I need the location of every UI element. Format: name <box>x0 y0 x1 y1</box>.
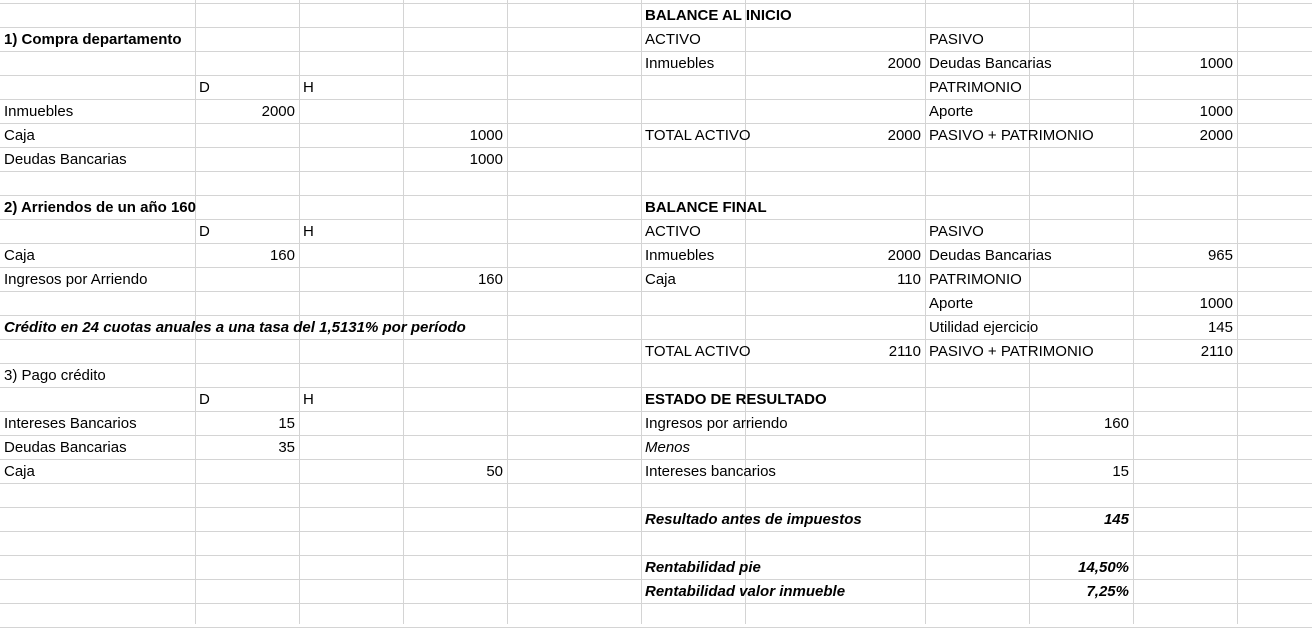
sheet-cell[interactable]: PATRIMONIO <box>929 271 1022 288</box>
sheet-cell[interactable]: TOTAL ACTIVO <box>645 127 751 144</box>
sheet-cell[interactable]: Deudas Bancarias <box>929 55 1052 72</box>
sheet-cell[interactable]: D <box>199 223 210 240</box>
sheet-cell[interactable]: Ingresos por Arriendo <box>4 271 148 288</box>
sheet-cell[interactable]: 160 <box>269 247 295 264</box>
sheet-cell[interactable]: 15 <box>278 415 295 432</box>
sheet-cell[interactable]: Inmuebles <box>645 55 715 72</box>
sheet-cell[interactable]: Intereses bancarios <box>645 463 776 480</box>
sheet-cell[interactable]: H <box>303 79 314 96</box>
sheet-cell[interactable]: Deudas Bancarias <box>929 247 1052 264</box>
sheet-cell[interactable]: PATRIMONIO <box>929 79 1022 96</box>
sheet-cell[interactable]: Deudas Bancarias <box>4 439 127 456</box>
sheet-cell[interactable]: 2000 <box>887 127 921 144</box>
sheet-cell[interactable]: 110 <box>897 271 921 288</box>
sheet-cell[interactable]: PASIVO + PATRIMONIO <box>929 343 1094 360</box>
sheet-cell[interactable]: Inmuebles <box>645 247 715 264</box>
sheet-cell[interactable]: PASIVO <box>929 31 984 48</box>
sheet-cell[interactable]: 1000 <box>469 127 503 144</box>
sheet-cell[interactable]: 14,50% <box>1078 559 1129 576</box>
sheet-cell[interactable]: H <box>303 223 314 240</box>
sheet-cell[interactable]: ESTADO DE RESULTADO <box>645 391 827 408</box>
sheet-cell[interactable]: 160 <box>477 271 503 288</box>
row-gridline <box>0 171 1312 172</box>
sheet-cell[interactable]: 1000 <box>469 151 503 168</box>
sheet-cell[interactable]: 145 <box>1207 319 1233 336</box>
sheet-cell[interactable]: H <box>303 391 314 408</box>
sheet-cell[interactable]: Intereses Bancarios <box>4 415 137 432</box>
sheet-cell[interactable]: 2000 <box>887 55 921 72</box>
sheet-cell[interactable]: 160 <box>1103 415 1129 432</box>
sheet-cell[interactable]: Aporte <box>929 295 974 312</box>
sheet-cell[interactable]: 965 <box>1207 247 1233 264</box>
sheet-cell[interactable]: Caja <box>4 247 35 264</box>
sheet-cell[interactable]: D <box>199 391 210 408</box>
sheet-cell[interactable]: 1000 <box>1199 295 1233 312</box>
sheet-cell[interactable]: ACTIVO <box>645 223 701 240</box>
sheet-cell[interactable]: BALANCE AL INICIO <box>645 7 792 24</box>
sheet-cell[interactable]: ACTIVO <box>645 31 701 48</box>
sheet-cell[interactable]: Resultado antes de impuestos <box>645 511 862 528</box>
sheet-cell[interactable]: 7,25% <box>1086 583 1129 600</box>
sheet-cell[interactable]: BALANCE FINAL <box>645 199 767 216</box>
sheet-cell[interactable]: Inmuebles <box>4 103 74 120</box>
sheet-cell[interactable]: Deudas Bancarias <box>4 151 127 168</box>
sheet-cell[interactable]: 50 <box>486 463 503 480</box>
sheet-cell[interactable]: 2000 <box>261 103 295 120</box>
sheet-cell[interactable]: Utilidad ejercicio <box>929 319 1039 336</box>
sheet-cell[interactable]: PASIVO <box>929 223 984 240</box>
sheet-cell[interactable]: 2) Arriendos de un año 160 <box>4 199 196 216</box>
sheet-cell[interactable]: Caja <box>645 271 676 288</box>
sheet-cell[interactable]: Rentabilidad pie <box>645 559 761 576</box>
sheet-cell[interactable]: Menos <box>645 439 691 456</box>
sheet-cell[interactable]: Rentabilidad valor inmueble <box>645 583 846 600</box>
sheet-cell[interactable]: PASIVO + PATRIMONIO <box>929 127 1094 144</box>
sheet-cell[interactable]: D <box>199 79 210 96</box>
sheet-cell[interactable]: 15 <box>1112 463 1129 480</box>
sheet-cell[interactable]: 2000 <box>887 247 921 264</box>
sheet-cell[interactable]: 35 <box>278 439 295 456</box>
sheet-cell[interactable]: Aporte <box>929 103 974 120</box>
sheet-cell[interactable]: 145 <box>1103 511 1129 528</box>
sheet-cell[interactable]: 1000 <box>1199 55 1233 72</box>
sheet-cell[interactable]: 3) Pago crédito <box>4 367 106 384</box>
sheet-cell[interactable]: 1000 <box>1199 103 1233 120</box>
sheet-cell[interactable]: Ingresos por arriendo <box>645 415 788 432</box>
sheet-cell[interactable]: 2110 <box>888 343 921 360</box>
sheet-cell[interactable]: Caja <box>4 463 35 480</box>
sheet-cell[interactable]: 1) Compra departamento <box>4 31 182 48</box>
sheet-cell[interactable]: 2000 <box>1199 127 1233 144</box>
sheet-cell[interactable]: TOTAL ACTIVO <box>645 343 751 360</box>
sheet-cell[interactable]: 2110 <box>1200 343 1233 360</box>
sheet-cell[interactable]: Crédito en 24 cuotas anuales a una tasa del 1,5131% por período <box>4 319 466 336</box>
sheet-cell[interactable]: Caja <box>4 127 35 144</box>
